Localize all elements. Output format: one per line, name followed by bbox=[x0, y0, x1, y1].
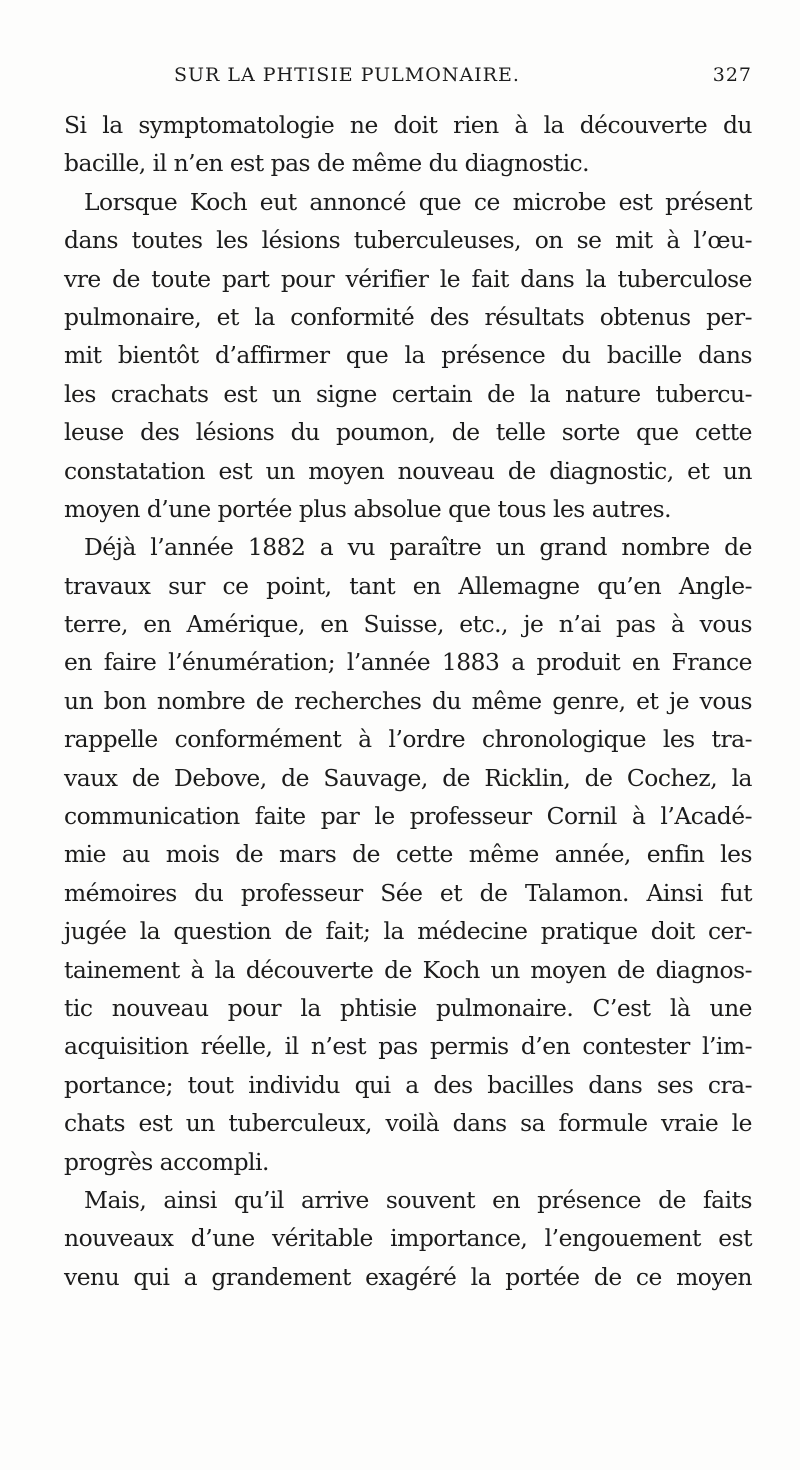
text-line: communication faite par le professeur Cornil à l’Acadé- bbox=[64, 802, 752, 831]
running-title: SUR LA PHTISIE PULMONAIRE. bbox=[174, 64, 520, 86]
body-text bbox=[64, 106, 752, 1296]
text-line: chats est un tuberculeux, voilà dans sa formule vraie le bbox=[64, 1109, 752, 1138]
text-line: travaux sur ce point, tant en Allemagne qu’en Angle- bbox=[64, 571, 752, 600]
text-line: vaux de Debove, de Sauvage, de Ricklin, de Cochez, la bbox=[64, 763, 752, 792]
text-line: bacille, il n’en est pas de même du diagnostic. bbox=[64, 149, 590, 178]
text-line: leuse des lésions du poumon, de telle sorte que cette bbox=[64, 418, 752, 447]
text-line: mie au mois de mars de cette même année, enfin les bbox=[64, 840, 752, 869]
text-line: mit bientôt d’affirmer que la présence du bacille dans bbox=[64, 341, 752, 370]
page-number: 327 bbox=[712, 64, 752, 86]
text-line: portance; tout individu qui a des bacilles dans ses cra- bbox=[64, 1070, 752, 1099]
text-line: acquisition réelle, il n’est pas permis d’en contester l’im- bbox=[64, 1032, 752, 1061]
text-line: mémoires du professeur Sée et de Talamon. Ainsi fut bbox=[64, 878, 752, 907]
text-line: constatation est un moyen nouveau de diagnostic, et un bbox=[64, 456, 752, 485]
text-line: terre, en Amérique, en Suisse, etc., je n’ai pas à vous bbox=[64, 610, 752, 639]
text-line: tainement à la découverte de Koch un moyen de diagnos- bbox=[64, 955, 752, 984]
text-line: nouveaux d’une véritable importance, l’engouement est bbox=[64, 1224, 752, 1253]
running-head bbox=[64, 64, 752, 88]
text-line: Mais, ainsi qu’il arrive souvent en présence de faits bbox=[84, 1185, 752, 1214]
text-line: Si la symptomatologie ne doit rien à la découverte du bbox=[64, 111, 752, 139]
text-line: progrès accompli. bbox=[64, 1147, 269, 1176]
text-line: en faire l’énumération; l’année 1883 a produit en France bbox=[64, 648, 752, 677]
text-line: tic nouveau pour la phtisie pulmonaire. C’est là une bbox=[64, 993, 752, 1022]
text-line: Déjà l’année 1882 a vu paraître un grand nombre de bbox=[84, 533, 752, 562]
text-line: les crachats est un signe certain de la nature tubercu- bbox=[64, 379, 752, 408]
text-line: dans toutes les lésions tuberculeuses, on se mit à l’œu- bbox=[64, 226, 752, 255]
text-line: venu qui a grandement exagéré la portée de ce moyen bbox=[64, 1262, 752, 1291]
text-line: un bon nombre de recherches du même genre, et je vous bbox=[64, 686, 752, 715]
text-line: rappelle conformément à l’ordre chronologique les tra- bbox=[64, 725, 752, 754]
text-line: Lorsque Koch eut annoncé que ce microbe est présent bbox=[84, 187, 752, 216]
text-line: moyen d’une portée plus absolue que tous les autres. bbox=[64, 494, 672, 523]
text-line: jugée la question de fait; la médecine pratique doit cer- bbox=[64, 917, 752, 946]
text-line: vre de toute part pour vérifier le fait dans la tuberculose bbox=[64, 264, 752, 293]
text-line: pulmonaire, et la conformité des résultats obtenus per- bbox=[64, 302, 752, 331]
